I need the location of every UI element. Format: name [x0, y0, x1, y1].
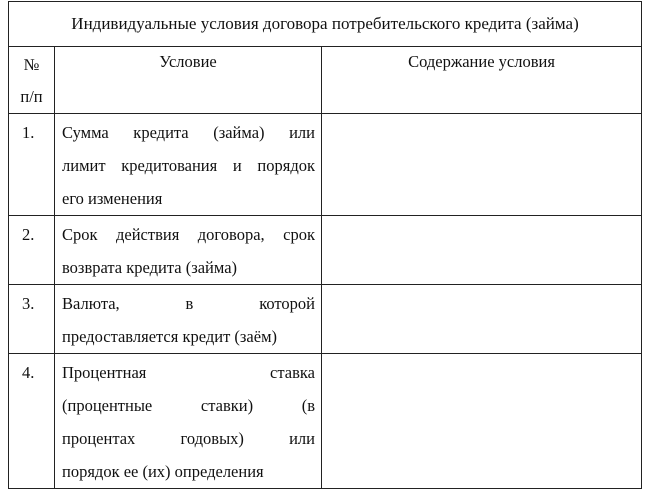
table-row [9, 354, 642, 489]
header-content: Содержание условия [322, 47, 642, 114]
header-number [9, 47, 55, 114]
row-number: 2. [9, 216, 55, 285]
row-condition [55, 216, 322, 285]
row-condition [55, 354, 322, 489]
condition-line: его изменения [62, 189, 163, 208]
table-row [9, 285, 642, 354]
row-number: 1. [9, 114, 55, 216]
condition-line: Срок действия договора, срок [62, 225, 315, 244]
condition-line: (процентные ставки) (в [62, 396, 315, 415]
condition-line: Процентная ставка [62, 363, 315, 382]
condition-line: процентах годовых) или [62, 429, 315, 448]
condition-line: лимит кредитования и порядок [62, 156, 315, 175]
header-row [9, 47, 642, 114]
loan-conditions-table [8, 1, 642, 489]
row-condition [55, 114, 322, 216]
row-number: 4. [9, 354, 55, 489]
condition-line: Валюта, в которой [62, 294, 315, 313]
title-row [9, 2, 642, 47]
row-number: 3. [9, 285, 55, 354]
row-content [322, 114, 642, 216]
row-content [322, 216, 642, 285]
header-number-abbr: п/п [20, 87, 43, 106]
document-title: Индивидуальные условия договора потребительского кредита (займа) [9, 2, 642, 47]
table-row [9, 114, 642, 216]
table-row [9, 216, 642, 285]
condition-line: предоставляется кредит (заём) [62, 327, 277, 346]
row-content [322, 285, 642, 354]
header-number-symbol: № [23, 55, 40, 74]
condition-line: возврата кредита (займа) [62, 258, 238, 277]
condition-line: Сумма кредита (займа) или [62, 123, 315, 142]
condition-line: порядок ее (их) определения [62, 462, 264, 481]
row-content [322, 354, 642, 489]
row-condition [55, 285, 322, 354]
header-condition: Условие [55, 47, 322, 114]
